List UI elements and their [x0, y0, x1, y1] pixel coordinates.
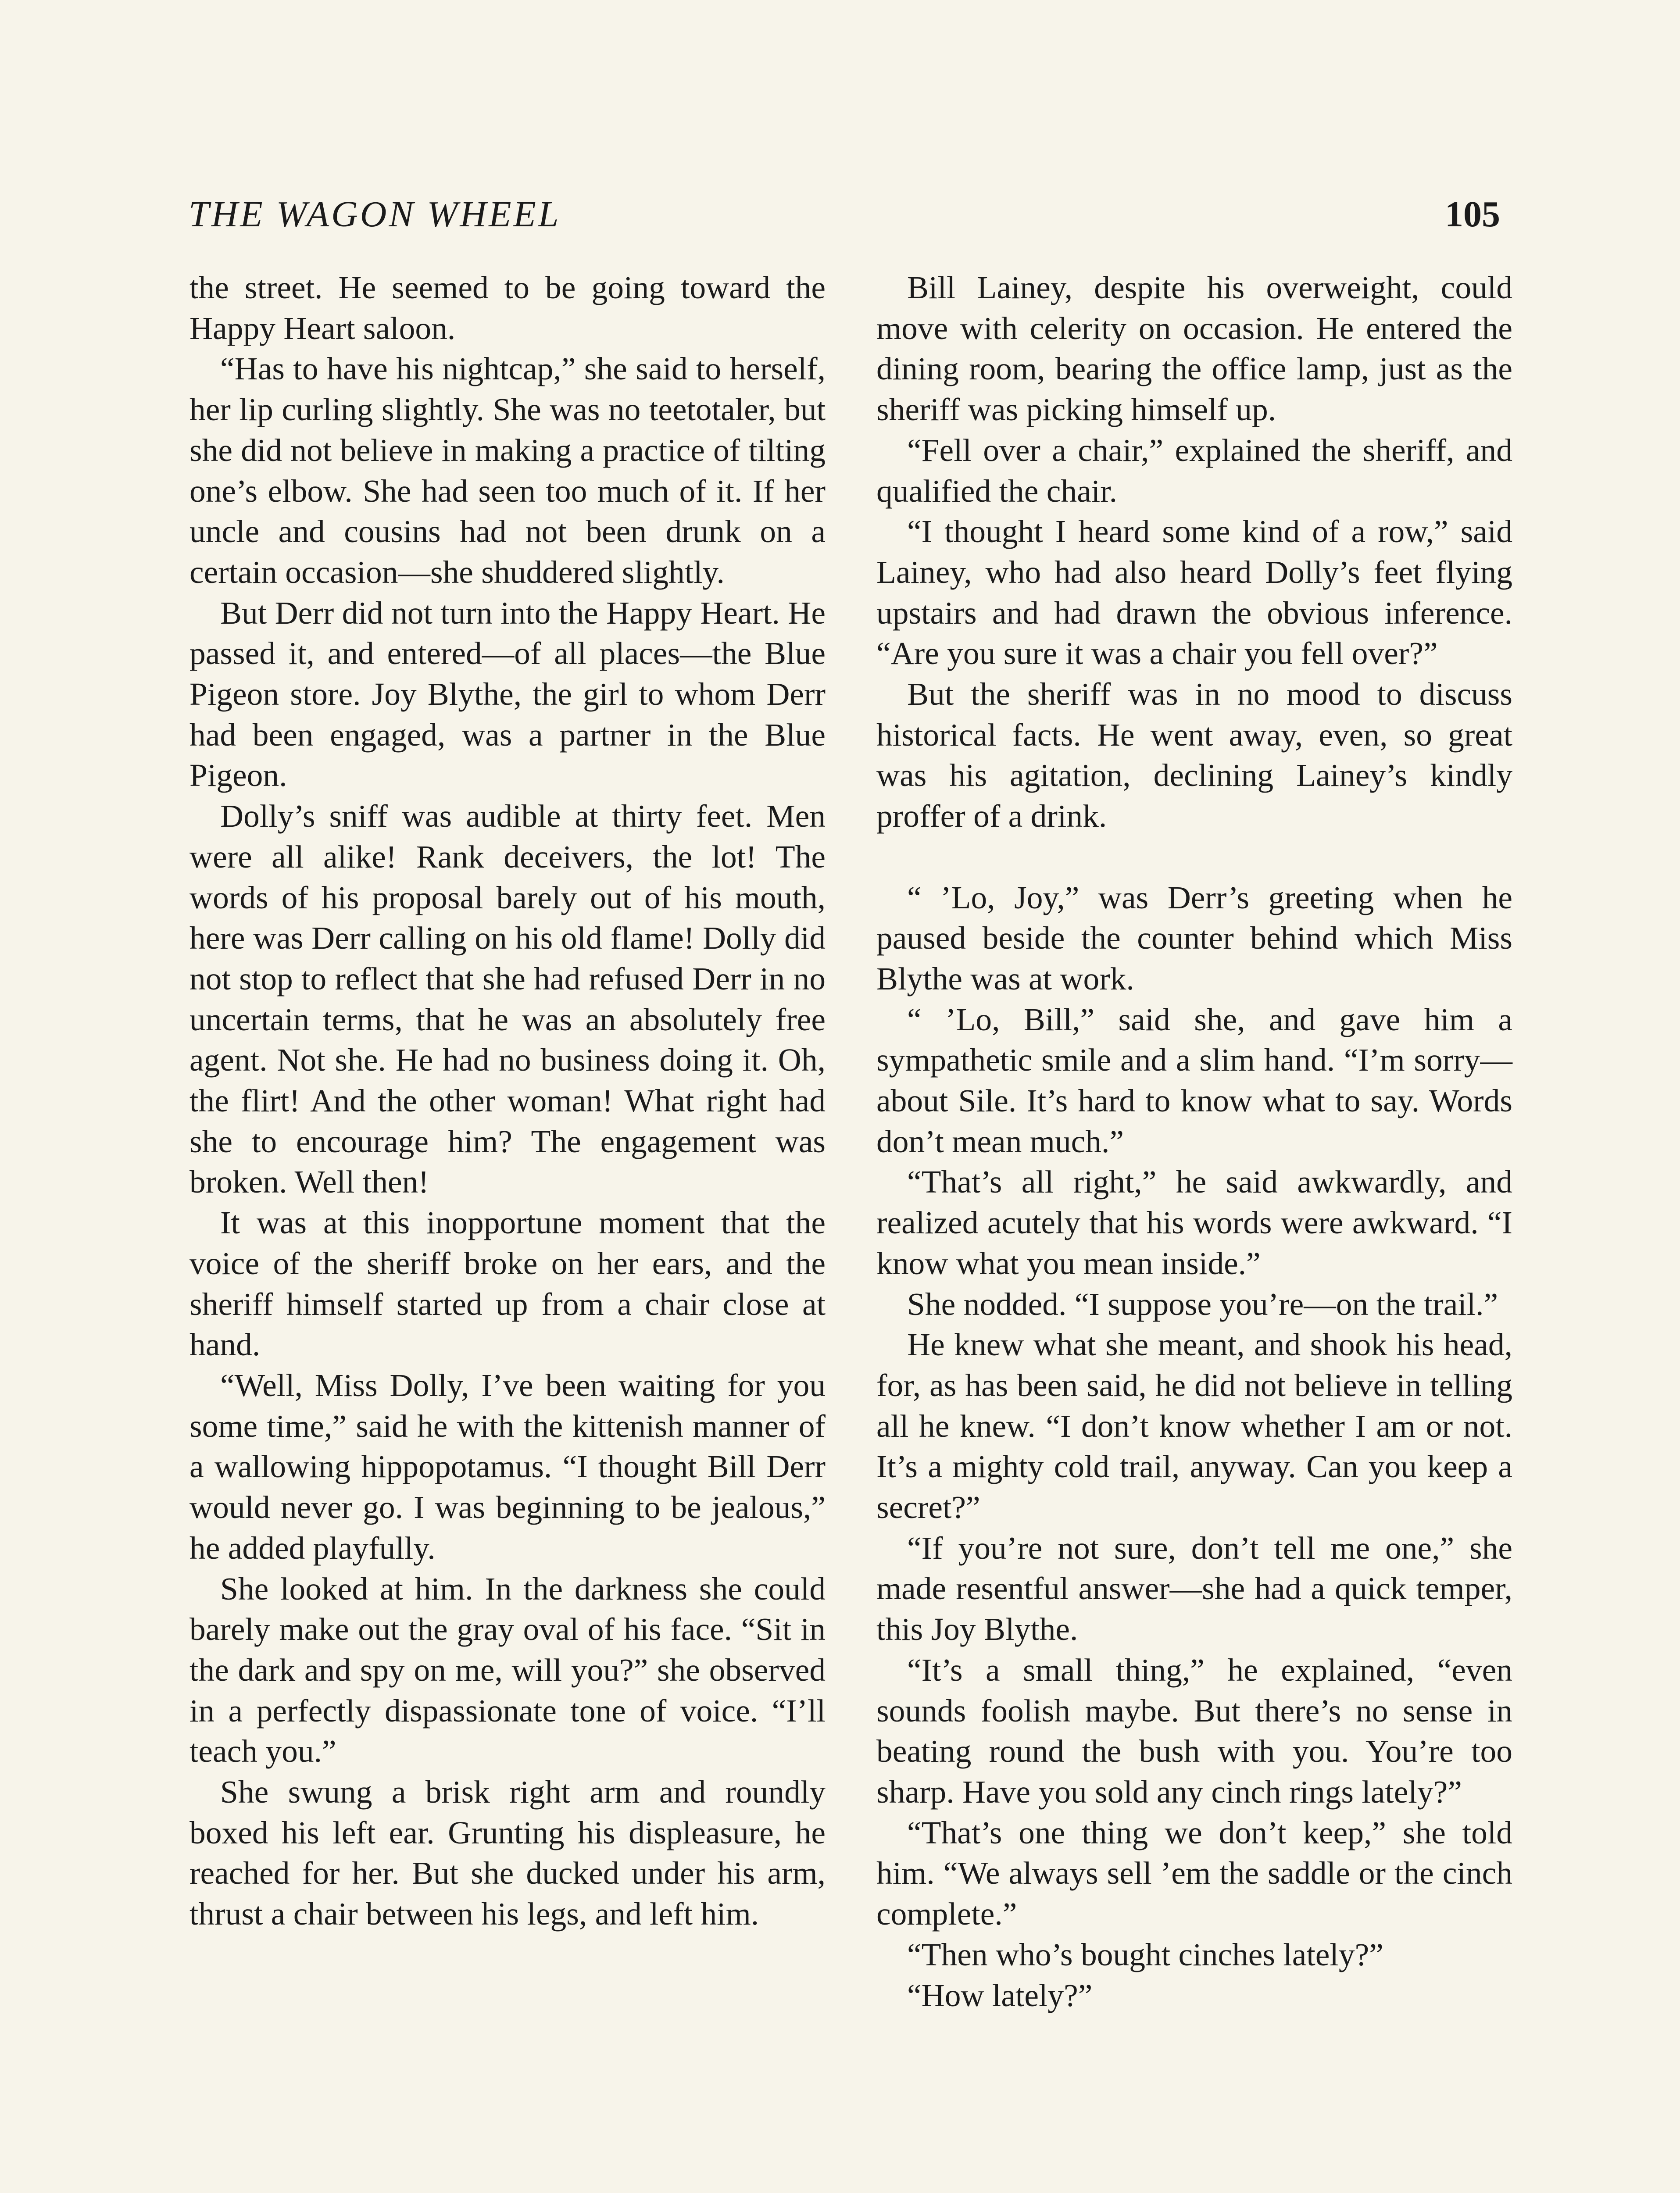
paragraph: “Then who’s bought cinches lately?”: [907, 1936, 1383, 1972]
paragraph: “Fell over a chair,” explained the sheriff, and qualified the chair.: [876, 432, 1512, 509]
left-column: [189, 268, 826, 1935]
paragraph: She looked at him. In the darkness she could barely make out the gray oval of his face. “Sit in the dark and spy on me, will you?” she observed in a perfectly dispassionate tone of voice. “I’ll teach you.”: [189, 1571, 826, 1769]
paragraph: But Derr did not turn into the Happy Heart. He passed it, and entered—of all places—the Blue Pigeon store. Joy Blythe, the girl to whom Derr had been engaged, was a partner in the Blue Pigeon.: [189, 595, 826, 793]
paragraph: “That’s all right,” he said awkwardly, and realized acutely that his words were awkward. “I know what you mean inside.”: [876, 1164, 1512, 1281]
running-title: THE WAGON WHEEL: [189, 194, 561, 235]
paragraph: He knew what she meant, and shook his head, for, as has been said, he did not believe in telling all he knew. “I don’t know whether I am or not. It’s a mighty cold trail, anyway. Can you keep a secret?”: [876, 1327, 1512, 1525]
paragraph: “I thought I heard some kind of a row,” said Lainey, who had also heard Dolly’s feet flying upstairs and had drawn the obvious inference. “Are you sure it was a chair you fell over?”: [876, 514, 1512, 671]
paragraph: “That’s one thing we don’t keep,” she told him. “We always sell ’em the saddle or the cinch complete.”: [876, 1814, 1512, 1932]
paragraph: “How lately?”: [907, 1977, 1093, 2013]
page-number: 105: [1445, 194, 1500, 235]
paragraph: “Has to have his nightcap,” she said to herself, her lip curling slightly. She was no teetotaler, but she did not believe in making a practice of tilting one’s elbow. She had seen too much of it. If her uncle and cousins had not been drunk on a certain occasion—she shuddered slightly.: [189, 351, 826, 590]
paragraph: She swung a brisk right arm and roundly boxed his left ear. Grunting his displeasure, he reached for her. But she ducked under his arm, thrust a chair between his legs, and left him.: [189, 1774, 826, 1932]
paragraph: “If you’re not sure, don’t tell me one,” she made resentful answer—she had a quick temper, this Joy Blythe.: [876, 1530, 1512, 1647]
paragraph: Bill Lainey, despite his overweight, could move with celerity on occasion. He entered the dining room, bearing the office lamp, just as the sheriff was picking himself up.: [876, 270, 1512, 428]
paragraph: It was at this inopportune moment that the voice of the sheriff broke on her ears, and the sheriff himself started up from a chair close at hand.: [189, 1205, 826, 1363]
page-header: [189, 193, 1500, 250]
paragraph: “Well, Miss Dolly, I’ve been waiting for you some time,” said he with the kittenish manner of a wallowing hippopotamus. “I thought Bill Derr would never go. I was beginning to be jealous,” he added playfully.: [189, 1367, 826, 1566]
paragraph: Dolly’s sniff was audible at thirty feet. Men were all alike! Rank deceivers, the lot! The words of his proposal barely out of his mouth, here was Derr calling on his old flame! Dolly did not stop to reflect that she had refused Derr in no uncertain terms, that he was an absolutely free agent. Not she. He had no business doing it. Oh, the flirt! And the other woman! What right had she to encourage him? The engagement was broken. Well then!: [189, 798, 826, 1200]
paragraph: She nodded. “I suppose you’re—on the trail.”: [907, 1286, 1498, 1322]
paragraph: “ ’Lo, Bill,” said she, and gave him a sympathetic smile and a slim hand. “I’m sorry—about Sile. It’s hard to know what to say. Words don’t mean much.”: [876, 1001, 1512, 1159]
paragraph: the street. He seemed to be going toward the Happy Heart saloon.: [189, 270, 826, 346]
paragraph: “It’s a small thing,” he explained, “even sounds foolish maybe. But there’s no sense in beating round the bush with you. You’re too sharp. Have you sold any cinch rings lately?”: [876, 1652, 1512, 1810]
right-column: [876, 268, 1512, 2016]
paragraph: But the sheriff was in no mood to discuss historical facts. He went away, even, so great was his agitation, declining Lainey’s kindly proffer of a drink.: [876, 676, 1512, 834]
paragraph: “ ’Lo, Joy,” was Derr’s greeting when he paused beside the counter behind which Miss Blythe was at work.: [876, 879, 1512, 996]
